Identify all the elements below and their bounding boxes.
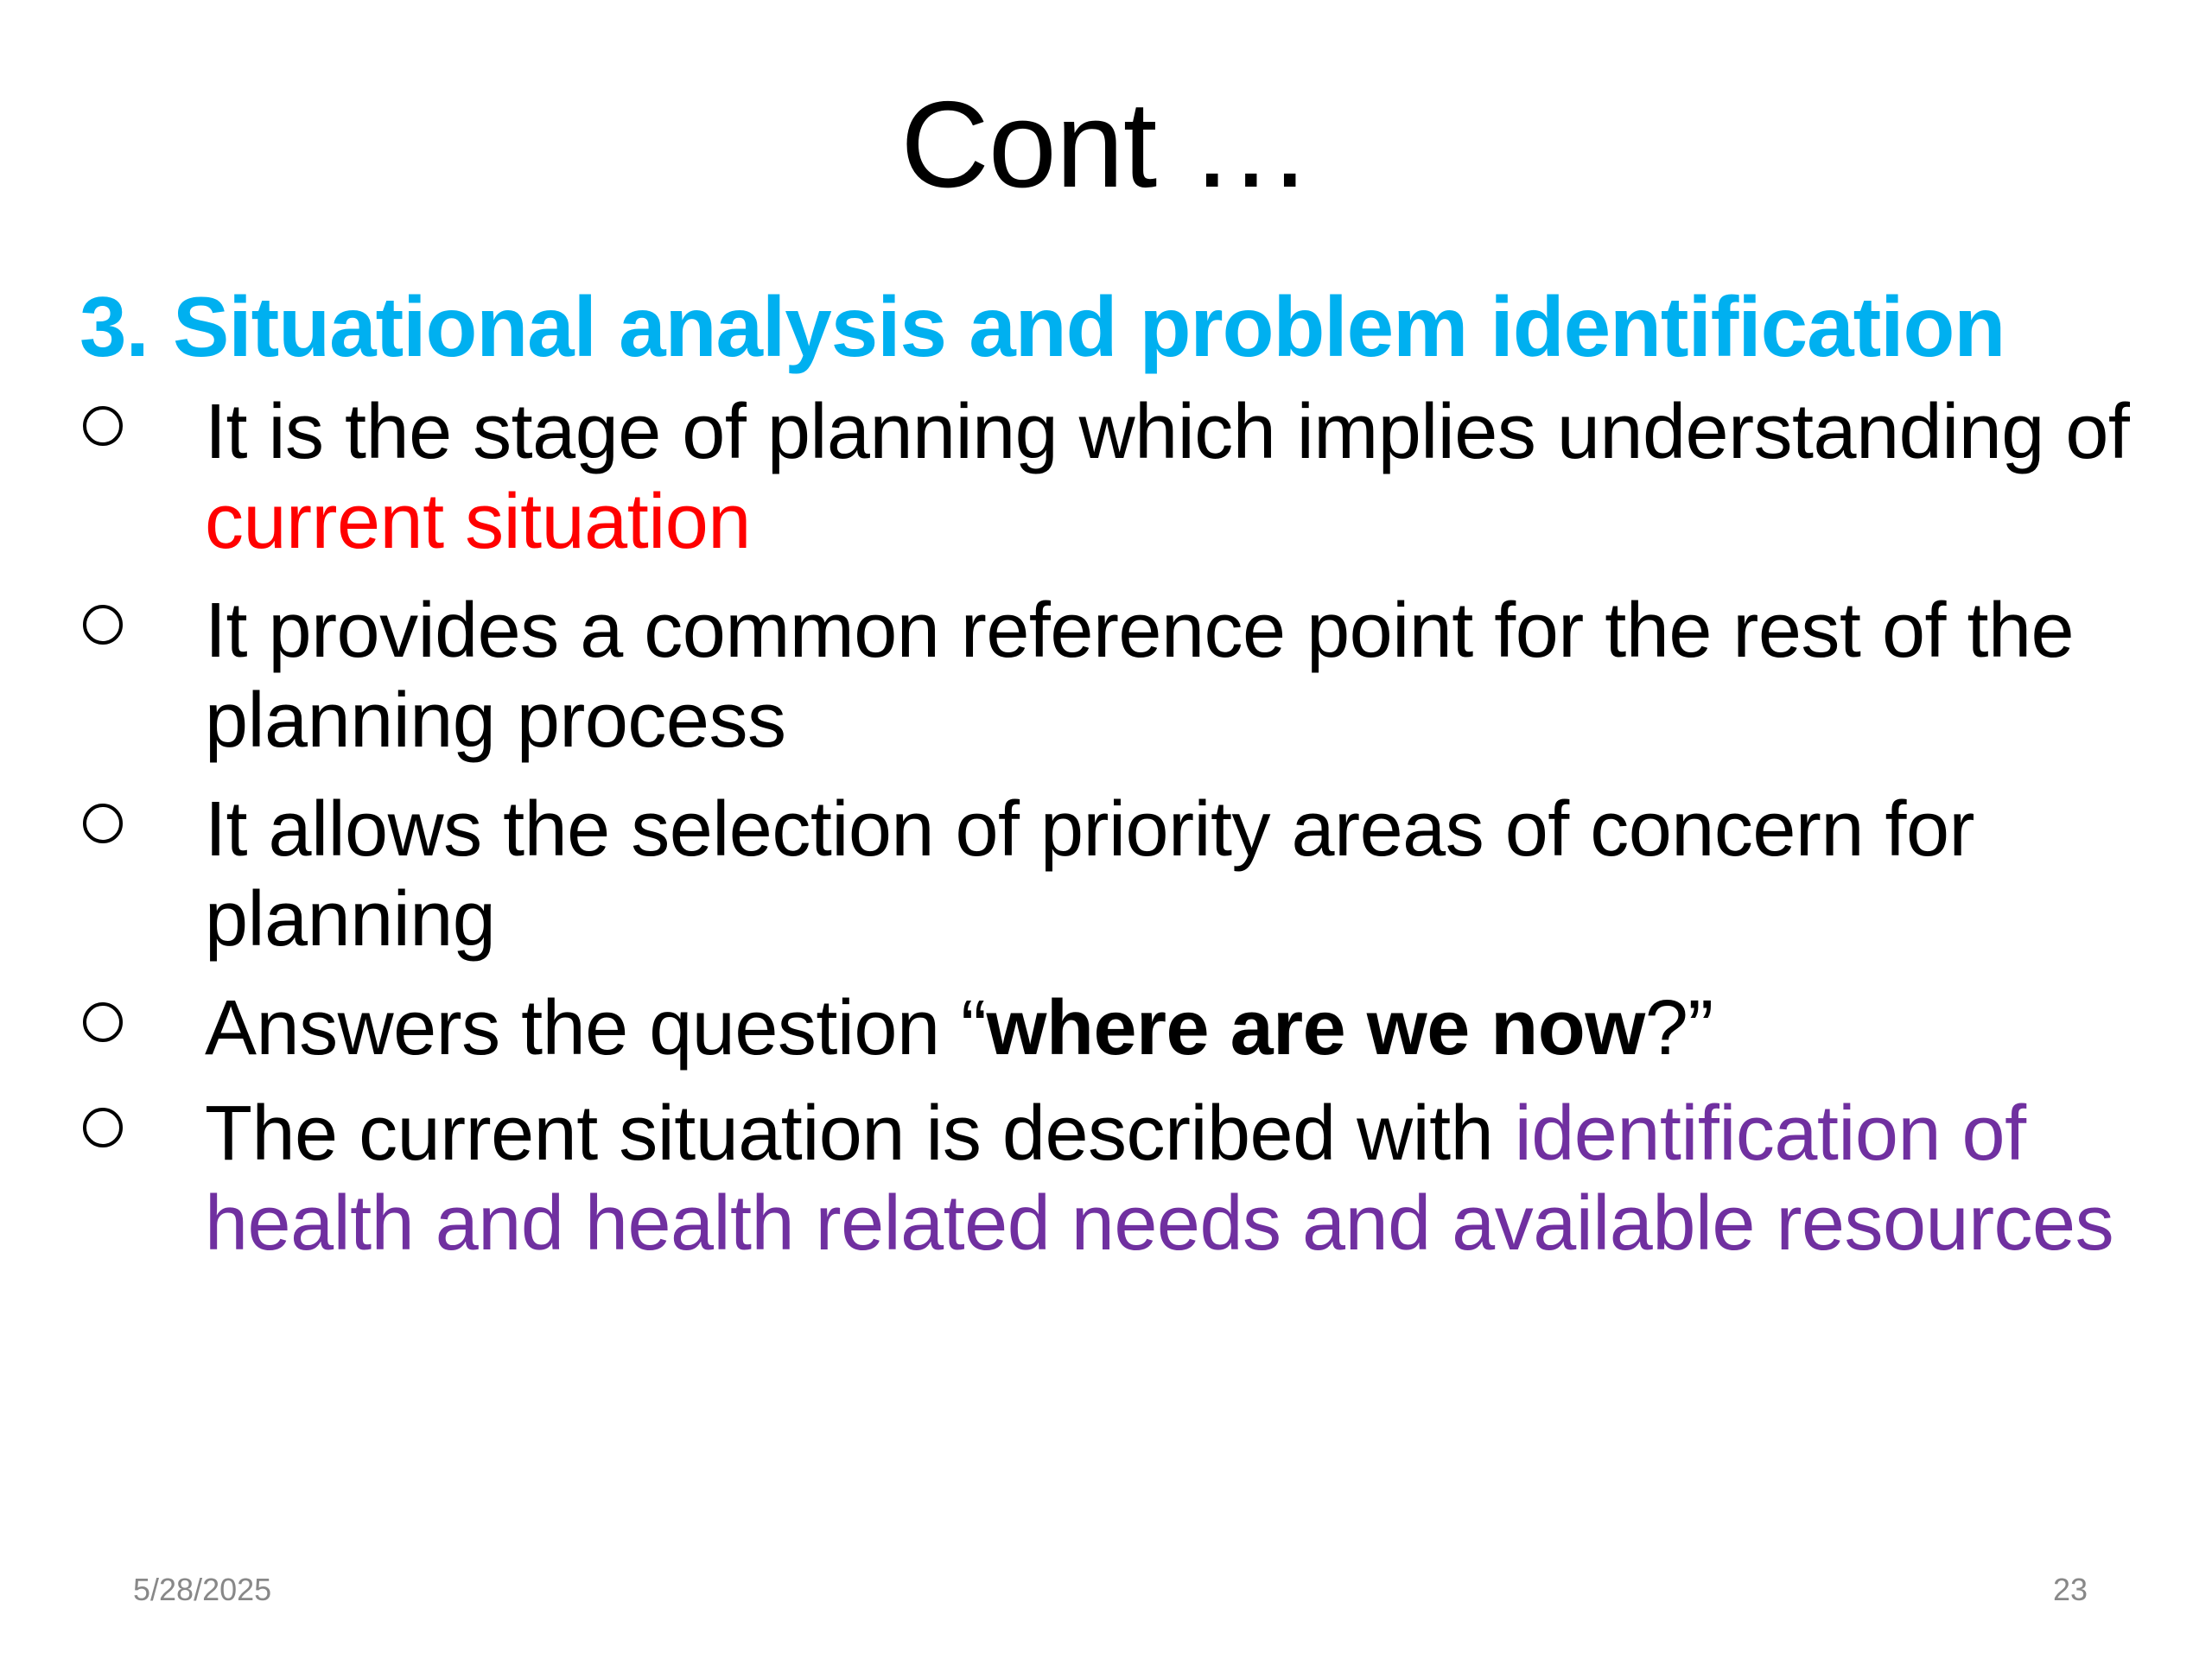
section-heading-text: Situational analysis and problem identification <box>173 279 2005 374</box>
bullet-item <box>79 983 2171 1073</box>
hollow-circle-bullet-icon <box>83 1108 123 1147</box>
bullet-list <box>79 387 2171 1287</box>
bullet-text: It allows the selection of priority areas of concern for planning <box>205 786 1974 963</box>
bullet-text: The current situation is described with <box>205 1090 1515 1177</box>
bullet-text: It is the stage of planning which implies understanding of <box>205 389 2130 475</box>
bullet-text: Answers the question “ <box>205 985 987 1071</box>
bullet-item <box>79 1089 2171 1268</box>
bullet-item <box>79 387 2171 567</box>
bullet-text-end: ?” <box>1644 985 1713 1071</box>
bullet-item <box>79 785 2171 964</box>
hollow-circle-bullet-icon <box>83 605 123 645</box>
section-heading <box>79 275 2188 378</box>
hollow-circle-bullet-icon <box>83 1002 123 1042</box>
bullet-text: It provides a common reference point for the rest of the planning process <box>205 588 2075 764</box>
footer-date: 5/28/2025 <box>133 1572 272 1607</box>
bullet-bold-question: where are we now <box>986 985 1645 1071</box>
bullet-highlight-red: current situation <box>205 479 751 565</box>
bullet-item <box>79 586 2171 766</box>
bullet-highlight-purple: identification of health and health related needs and available resources <box>205 1090 2114 1267</box>
section-number: 3. <box>79 279 149 374</box>
slide-number: 23 <box>2052 1572 2088 1607</box>
slide-title: Cont … <box>900 76 1312 213</box>
hollow-circle-bullet-icon <box>83 804 123 843</box>
hollow-circle-bullet-icon <box>83 406 123 446</box>
